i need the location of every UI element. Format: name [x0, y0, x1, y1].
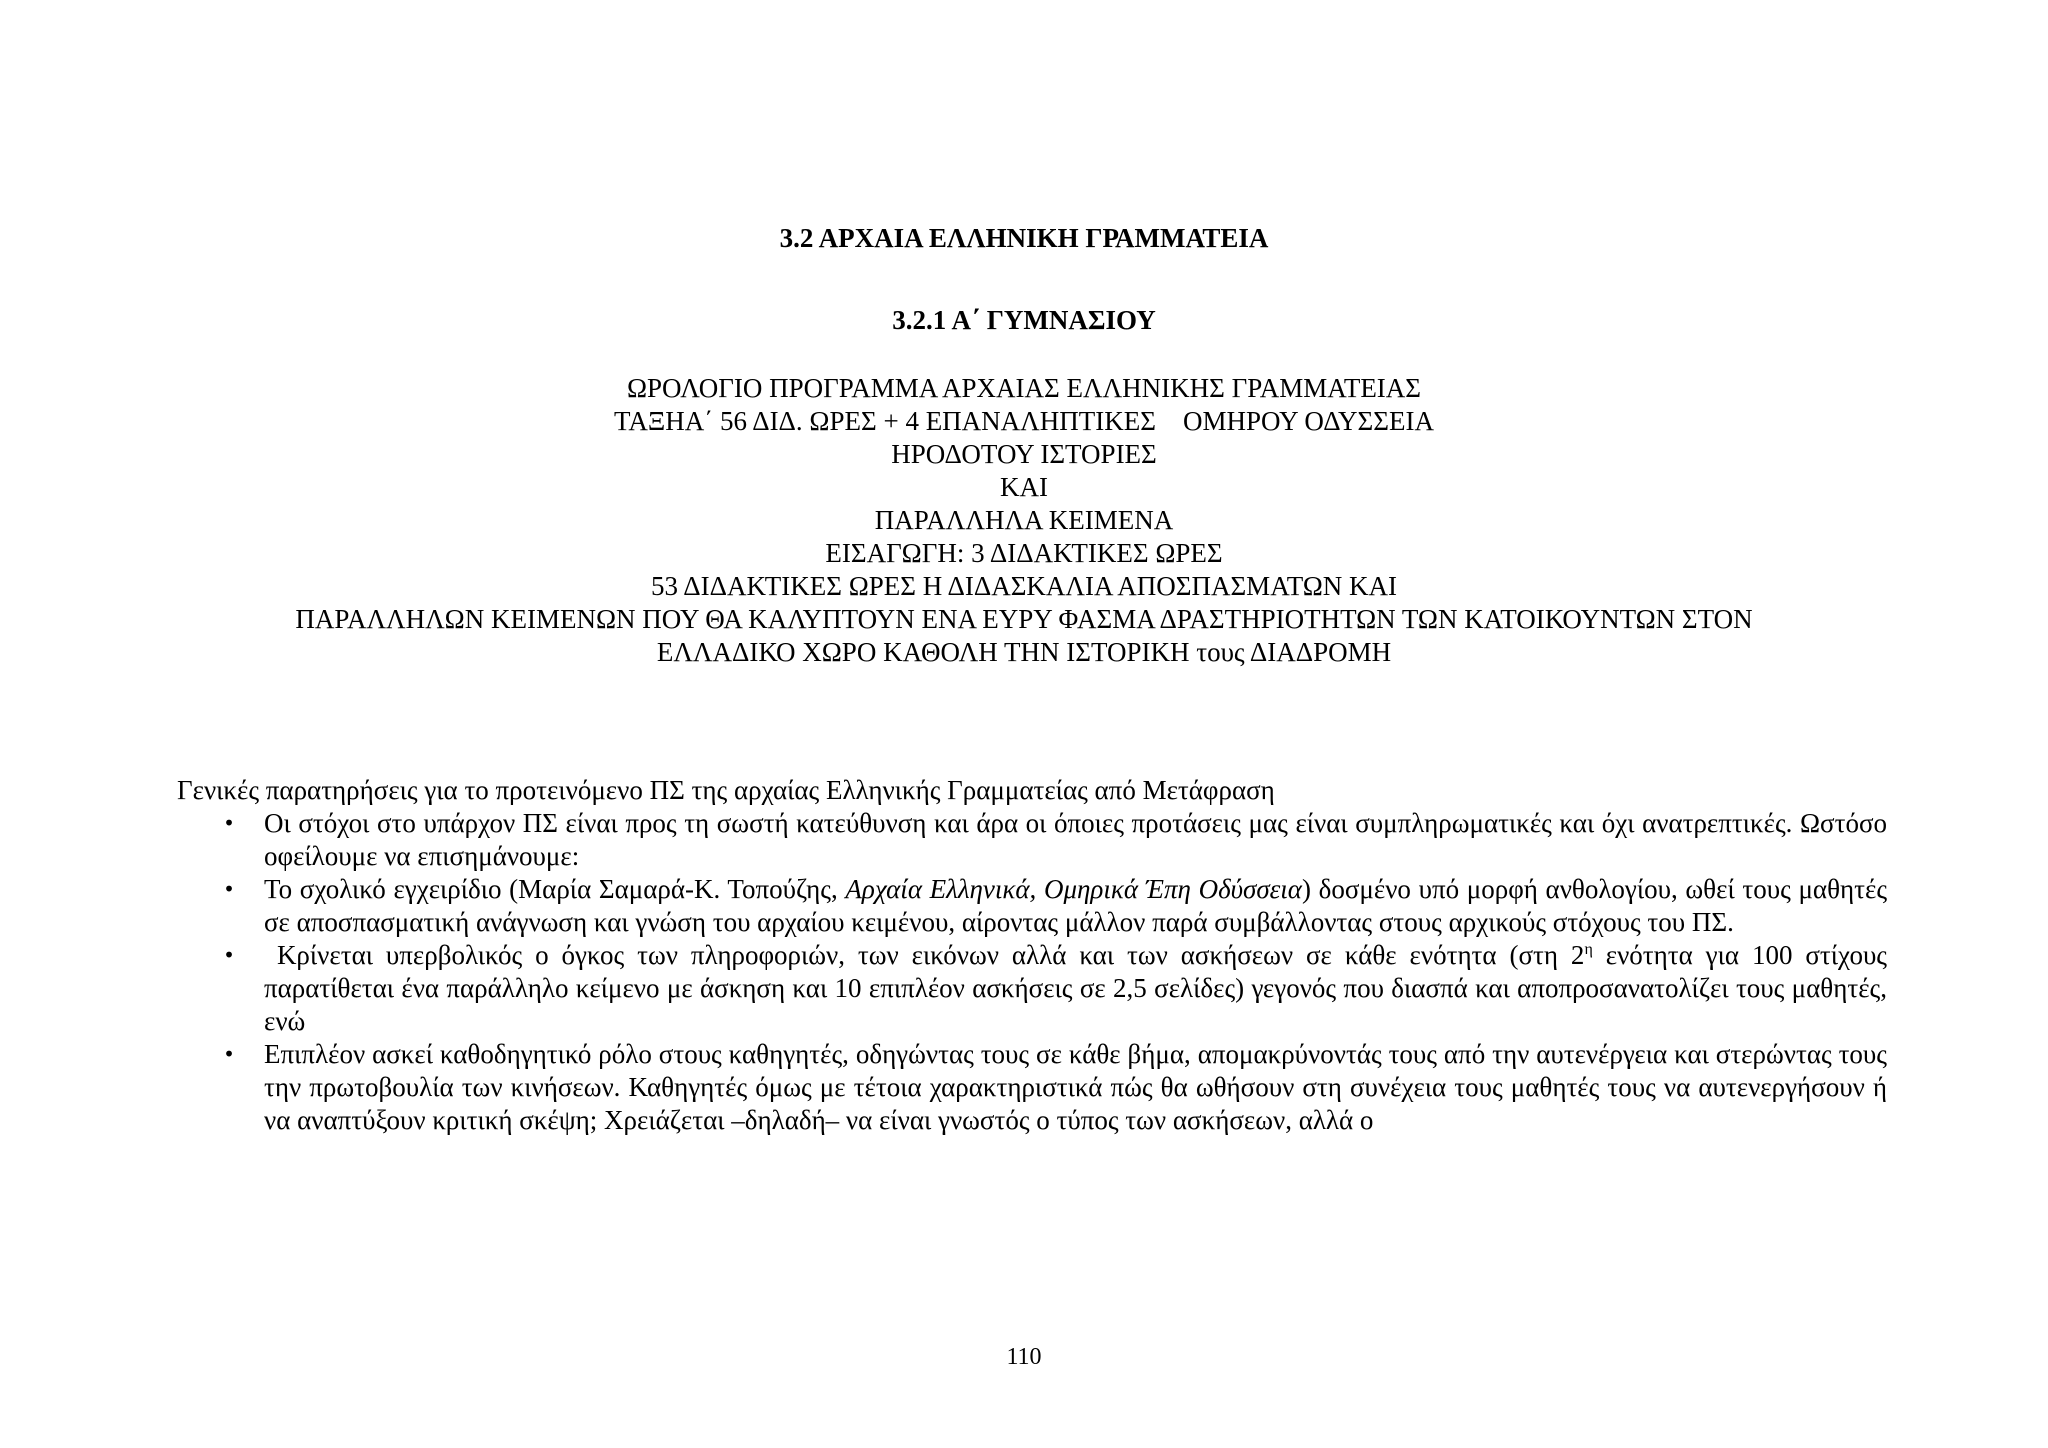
section-title: 3.2 ΑΡΧΑΙΑ ΕΛΛΗΝΙΚΗ ΓΡΑΜΜΑΤΕΙΑ: [779, 223, 1269, 253]
superscript: η: [1584, 941, 1593, 958]
list-item-text: ενότητα για 100 στίχους παρατίθεται ένα παράλληλο κείμενο με άσκηση και 10 επιπλέον ασκήσεις σε 2,5 σελίδες) γεγονός που διασπά και αποπροσανατολίζει τους μαθητές, ενώ: [264, 940, 1887, 1036]
bullet-icon: •: [223, 811, 235, 835]
program-line: ΕΛΛΑΔΙΚΟ ΧΩΡΟ ΚΑΘΟΛΗ ΤΗΝ ΙΣΤΟΡΙΚΗ τους ΔΙΑΔΡΟΜΗ: [656, 637, 1392, 667]
timetable-program-block: [200, 372, 1848, 669]
book-title-italic: Αρχαία Ελληνικά, Ομηρικά Έπη Οδύσσεια: [845, 874, 1302, 904]
list-item-text: Κρίνεται υπερβολικός ο όγκος των πληροφοριών, των εικόνων αλλά και των ασκήσεων σε κάθε ενότητα (στη 2: [264, 940, 1585, 970]
list-item-text: Οι στόχοι στο υπάρχον ΠΣ είναι προς τη σωστή κατεύθυνση και άρα οι όποιες προτάσεις μας είναι συμπληρωματικές και όχι ανατρεπτικές. Ωστόσο οφείλουμε να επισημάνουμε:: [264, 808, 1887, 871]
page-number: 110: [1006, 1344, 1042, 1370]
observations-section: [177, 774, 1887, 1137]
list-item-text: ) δοσμένο υπό μορφή ανθολογίου, ωθεί τους μαθητές σε αποσπασματική ανάγνωση και γνώση του αρχαίου κειμένου, αίροντας μάλλον παρά συμβάλλοντας στους αρχικούς στόχους του ΠΣ.: [264, 874, 1888, 937]
program-line: ΗΡΟΔΟΤΟΥ ΙΣΤΟΡΙΕΣ: [891, 439, 1157, 469]
list-item-text: Επιπλέον ασκεί καθοδηγητικό ρόλο στους καθηγητές, οδηγώντας τους σε κάθε βήμα, απομακρύνοντάς τους από την αυτενέργεια και στερώντας τους την πρωτοβουλία των κινήσεων. Καθηγητές όμως με τέτοια χαρακτηριστικά πώς θα ωθήσουν στη συνέχεια τους μαθητές τους να αυτενεργήσουν ή να αναπτύξουν κριτική σκέψη; Χρειάζεται –δηλαδή– να είναι γνωστός ο τύπος των ασκήσεων, αλλά ο: [264, 1039, 1887, 1135]
observations-intro: Γενικές παρατηρήσεις για το προτεινόμενο ΠΣ της αρχαίας Ελληνικής Γραμματείας από Μετάφραση: [177, 775, 1275, 805]
program-line: ΕΙΣΑΓΩΓΗ: 3 ΔΙΔΑΚΤΙΚΕΣ ΩΡΕΣ: [825, 538, 1223, 568]
list-item: [177, 1038, 1887, 1137]
bullet-icon: •: [223, 943, 235, 967]
section-subtitle: 3.2.1 Α΄ ΓΥΜΝΑΣΙΟΥ: [892, 305, 1156, 335]
program-line: ΚΑΙ: [1000, 472, 1048, 502]
observations-list: [177, 807, 1887, 1137]
program-line: 53 ΔΙΔΑΚΤΙΚΕΣ ΩΡΕΣ Η ΔΙΔΑΣΚΑΛΙΑ ΑΠΟΣΠΑΣΜΑΤΩΝ ΚΑΙ: [650, 571, 1398, 601]
list-item: [177, 873, 1887, 939]
program-line: ΤΑΞΗΑ΄ 56 ΔΙΔ. ΩΡΕΣ + 4 ΕΠΑΝΑΛΗΠΤΙΚΕΣ ΟΜΗΡΟΥ ΟΔΥΣΣΕΙΑ: [614, 406, 1434, 436]
bullet-icon: •: [223, 877, 235, 901]
list-item: [177, 807, 1887, 873]
program-line: ΠΑΡΑΛΛΗΛΩΝ ΚΕΙΜΕΝΩΝ ΠΟΥ ΘΑ ΚΑΛΥΠΤΟΥΝ ΕΝΑ ΕΥΡΥ ΦΑΣΜΑ ΔΡΑΣΤΗΡΙΟΤΗΤΩΝ ΤΩΝ ΚΑΤΟΙΚΟΥΝΤΩΝ ΣΤΟΝ: [295, 604, 1753, 634]
program-line: ΩΡΟΛΟΓΙΟ ΠΡΟΓΡΑΜΜΑ ΑΡΧΑΙΑΣ ΕΛΛΗΝΙΚΗΣ ΓΡΑΜΜΑΤΕΙΑΣ: [626, 373, 1422, 403]
program-line: ΠΑΡΑΛΛΗΛΑ ΚΕΙΜΕΝΑ: [874, 505, 1174, 535]
list-item-text: Το σχολικό εγχειρίδιο (Μαρία Σαμαρά-Κ. Τοπούζης,: [264, 874, 846, 904]
bullet-icon: •: [223, 1042, 235, 1066]
list-item: [177, 939, 1887, 1038]
